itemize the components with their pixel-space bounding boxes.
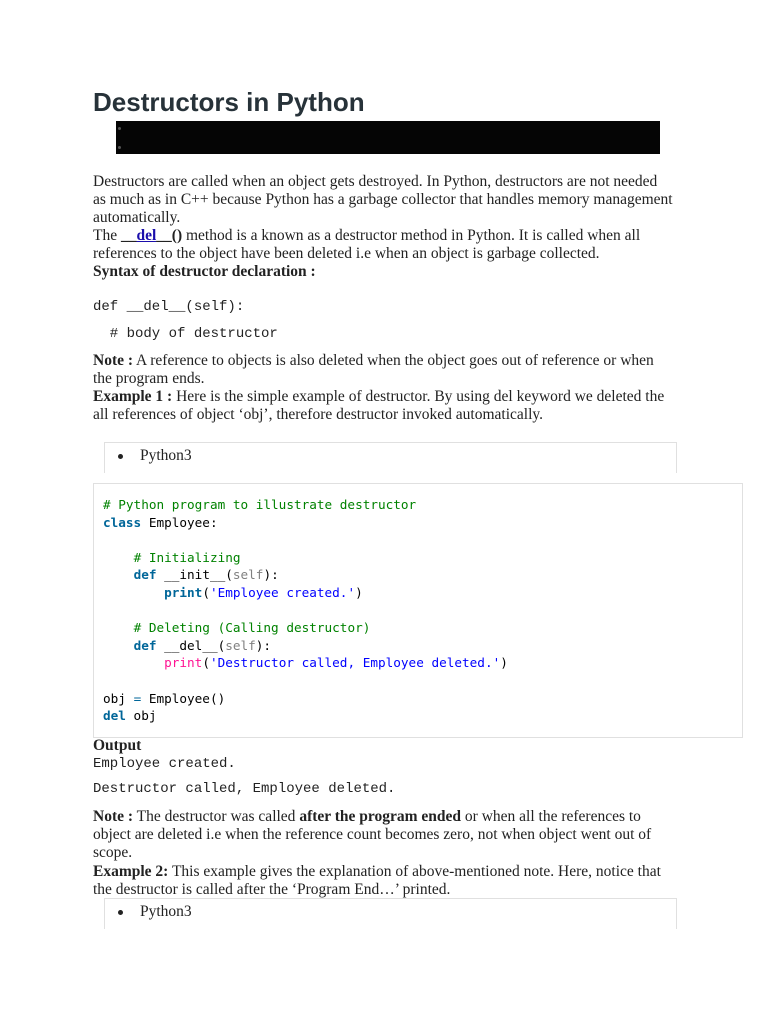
code-text: ): (263, 567, 279, 583)
code-text: ( (202, 655, 210, 671)
example-label: Example 1 : (93, 388, 173, 405)
code-keyword: def (133, 637, 157, 653)
code-keyword: del (103, 708, 126, 724)
bullet-dot (118, 127, 121, 130)
note-bold-text: after the program ended (299, 808, 462, 825)
code-keyword: def (133, 567, 157, 583)
code-self: self (225, 637, 256, 653)
note-text: or when all the references to object are deleted i.e when the reference count becomes zero, not when object went out of scope. (93, 808, 652, 861)
syntax-line-2: # body of destructor (93, 326, 278, 342)
del-link[interactable]: del (136, 227, 157, 244)
code-keyword: class (103, 514, 142, 530)
output-line-1: Employee created. (93, 756, 236, 772)
code-comment: # Python program to illustrate destructor (103, 497, 417, 512)
code-comment: # Initializing (133, 549, 241, 565)
code-string: 'Employee created.' (209, 584, 356, 600)
redacted-bar (116, 121, 660, 154)
code-comment: # Deleting (Calling destructor) (133, 620, 371, 636)
example-1 (93, 388, 673, 424)
code-text: ) (500, 655, 508, 671)
code-text: Employee() (141, 690, 226, 706)
example-text: This example gives the explanation of above-mentioned note. Here, notice that the destructor is called after the ‘Program End…’ printed. (93, 863, 661, 898)
code-text: __init__( (156, 567, 233, 583)
code-text: ) (355, 584, 363, 600)
tab-python3[interactable]: Python3 (140, 447, 192, 464)
bullet-icon (118, 910, 123, 915)
note-1 (93, 352, 673, 388)
syntax-line-1: def __del__(self): (93, 299, 245, 315)
code-builtin: print (164, 655, 203, 671)
language-tab-bar (104, 442, 677, 473)
code-content (103, 496, 508, 725)
del-method-paragraph (93, 227, 673, 263)
intro-paragraph: Destructors are called when an object gets destroyed. In Python, destructors are not needed as much as in C++ because Python has a garbage collector that handles memory management automatically. (93, 173, 673, 226)
code-text: ( (202, 584, 210, 600)
underscores-left: __ (120, 227, 137, 244)
page-title: Destructors in Python (93, 87, 365, 117)
code-text: ): (255, 637, 272, 653)
syntax-heading (93, 263, 673, 281)
example-label: Example 2: (93, 863, 169, 880)
bullet-dot (118, 146, 121, 149)
language-tab-bar-2 (104, 898, 677, 929)
code-text: Employee: (141, 514, 218, 530)
code-block (93, 483, 743, 738)
note-text: The destructor was called (133, 808, 300, 825)
code-text: obj (103, 690, 134, 706)
text-span: method is a known as a destructor method in Python. It is called when all references to the object have been deleted i.e when an object is garbage collected. (93, 227, 641, 262)
code-builtin: print (164, 584, 203, 600)
code-operator: = (133, 690, 142, 706)
underscores-right: __() (156, 227, 183, 244)
syntax-heading-text: Syntax of destructor declaration : (93, 263, 316, 280)
bullet-icon (118, 454, 123, 459)
note-text: A reference to objects is also deleted when the object goes out of reference or when the program ends. (93, 352, 654, 387)
output-label: Output (93, 737, 142, 754)
example-2 (93, 863, 673, 899)
code-text: obj (125, 708, 157, 724)
example-text: Here is the simple example of destructor. By using del keyword we deleted the all references of object ‘obj’, therefore destructor invoked automatically. (93, 388, 665, 423)
note-2 (93, 808, 673, 862)
note-label: Note : (93, 808, 134, 825)
output-line-2: Destructor called, Employee deleted. (93, 781, 396, 797)
tab-python3[interactable]: Python3 (140, 903, 192, 920)
note-label: Note : (93, 352, 134, 369)
code-self: self (232, 567, 264, 583)
code-string: 'Destructor called, Employee deleted.' (209, 655, 501, 671)
code-text: __del__( (156, 637, 226, 653)
text-span: The (93, 227, 121, 244)
